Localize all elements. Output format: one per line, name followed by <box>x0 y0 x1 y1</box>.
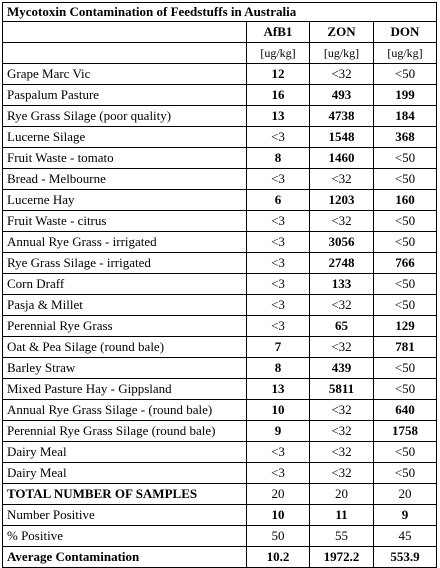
column-header-zon: ZON <box>310 22 374 43</box>
value-zon: 2748 <box>310 253 374 274</box>
table-row <box>3 64 437 85</box>
table-row <box>3 85 437 106</box>
table-row <box>3 379 437 400</box>
title-row <box>3 3 437 22</box>
value-don: <50 <box>374 169 437 190</box>
feedstuff-label: Lucerne Hay <box>3 190 247 211</box>
table-body <box>3 3 437 568</box>
value-afb1: 9 <box>247 421 310 442</box>
table-row <box>3 295 437 316</box>
column-header-don: DON <box>374 22 437 43</box>
table-row <box>3 169 437 190</box>
value-don: 781 <box>374 337 437 358</box>
value-don: <50 <box>374 379 437 400</box>
value-zon: 20 <box>310 484 374 505</box>
value-zon: 55 <box>310 526 374 547</box>
units-row <box>3 43 437 64</box>
feedstuff-label: Fruit Waste - citrus <box>3 211 247 232</box>
value-afb1: 20 <box>247 484 310 505</box>
value-don: 766 <box>374 253 437 274</box>
unit-zon: [ug/kg] <box>310 43 374 64</box>
unit-afb1: [ug/kg] <box>247 43 310 64</box>
summary-label: Average Contamination <box>3 547 247 568</box>
feedstuff-label: Fruit Waste - tomato <box>3 148 247 169</box>
value-don: <50 <box>374 148 437 169</box>
value-afb1: 13 <box>247 379 310 400</box>
value-afb1: 8 <box>247 148 310 169</box>
value-don: <50 <box>374 211 437 232</box>
value-zon: <32 <box>310 421 374 442</box>
value-don: 9 <box>374 505 437 526</box>
value-don: <50 <box>374 358 437 379</box>
table-row <box>3 442 437 463</box>
value-zon: 4738 <box>310 106 374 127</box>
value-zon: <32 <box>310 169 374 190</box>
value-zon: 11 <box>310 505 374 526</box>
value-don: <50 <box>374 463 437 484</box>
value-don: 184 <box>374 106 437 127</box>
value-zon: 1460 <box>310 148 374 169</box>
value-afb1: 6 <box>247 190 310 211</box>
value-zon: 1203 <box>310 190 374 211</box>
mycotoxin-table <box>2 2 437 568</box>
value-don: 553.9 <box>374 547 437 568</box>
feedstuff-label: Lucerne Silage <box>3 127 247 148</box>
feedstuff-label: Oat & Pea Silage (round bale) <box>3 337 247 358</box>
table-row <box>3 274 437 295</box>
summary-label: % Positive <box>3 526 247 547</box>
table-row <box>3 253 437 274</box>
feedstuff-label: Corn Draff <box>3 274 247 295</box>
feedstuff-label: Perennial Rye Grass <box>3 316 247 337</box>
feedstuff-label: Pasja & Millet <box>3 295 247 316</box>
table-row <box>3 190 437 211</box>
value-zon: 65 <box>310 316 374 337</box>
feedstuff-label: Dairy Meal <box>3 463 247 484</box>
mycotoxin-table-container <box>2 2 436 568</box>
summary-row <box>3 547 437 568</box>
feedstuff-label: Annual Rye Grass Silage - (round bale) <box>3 400 247 421</box>
table-row <box>3 127 437 148</box>
value-zon: <32 <box>310 337 374 358</box>
column-header-afb1: AfB1 <box>247 22 310 43</box>
value-don: <50 <box>374 295 437 316</box>
table-row <box>3 400 437 421</box>
value-afb1: 8 <box>247 358 310 379</box>
feedstuff-label: Paspalum Pasture <box>3 85 247 106</box>
feedstuff-label: Annual Rye Grass - irrigated <box>3 232 247 253</box>
feedstuff-label: Barley Straw <box>3 358 247 379</box>
value-afb1: 7 <box>247 337 310 358</box>
value-zon: 493 <box>310 85 374 106</box>
value-zon: 1548 <box>310 127 374 148</box>
value-afb1: 10.2 <box>247 547 310 568</box>
value-afb1: <3 <box>247 463 310 484</box>
value-afb1: <3 <box>247 211 310 232</box>
value-afb1: 16 <box>247 85 310 106</box>
summary-row <box>3 484 437 505</box>
summary-label: Number Positive <box>3 505 247 526</box>
value-afb1: <3 <box>247 253 310 274</box>
feedstuff-label: Bread - Melbourne <box>3 169 247 190</box>
feedstuff-label: Rye Grass Silage (poor quality) <box>3 106 247 127</box>
value-afb1: <3 <box>247 127 310 148</box>
header-blank-cell <box>3 22 247 43</box>
value-afb1: <3 <box>247 316 310 337</box>
value-afb1: 10 <box>247 400 310 421</box>
value-don: <50 <box>374 274 437 295</box>
value-don: <50 <box>374 442 437 463</box>
table-row <box>3 148 437 169</box>
value-don: <50 <box>374 64 437 85</box>
value-zon: 439 <box>310 358 374 379</box>
feedstuff-label: Mixed Pasture Hay - Gippsland <box>3 379 247 400</box>
table-row <box>3 316 437 337</box>
value-afb1: 50 <box>247 526 310 547</box>
value-afb1: <3 <box>247 274 310 295</box>
feedstuff-label: Perennial Rye Grass Silage (round bale) <box>3 421 247 442</box>
value-zon: <32 <box>310 211 374 232</box>
value-afb1: 12 <box>247 64 310 85</box>
value-don: <50 <box>374 232 437 253</box>
value-don: 368 <box>374 127 437 148</box>
value-zon: 3056 <box>310 232 374 253</box>
value-afb1: 10 <box>247 505 310 526</box>
table-row <box>3 211 437 232</box>
table-row <box>3 463 437 484</box>
value-afb1: <3 <box>247 232 310 253</box>
table-row <box>3 358 437 379</box>
table-title: Mycotoxin Contamination of Feedstuffs in Australia <box>3 3 437 22</box>
table-row <box>3 106 437 127</box>
value-don: 20 <box>374 484 437 505</box>
value-zon: <32 <box>310 400 374 421</box>
value-afb1: <3 <box>247 295 310 316</box>
value-don: 199 <box>374 85 437 106</box>
table-row <box>3 232 437 253</box>
table-row <box>3 421 437 442</box>
value-don: 640 <box>374 400 437 421</box>
value-don: 45 <box>374 526 437 547</box>
feedstuff-label: Dairy Meal <box>3 442 247 463</box>
value-afb1: 13 <box>247 106 310 127</box>
value-zon: 5811 <box>310 379 374 400</box>
value-don: 129 <box>374 316 437 337</box>
feedstuff-label: Grape Marc Vic <box>3 64 247 85</box>
value-afb1: <3 <box>247 442 310 463</box>
value-zon: <32 <box>310 295 374 316</box>
value-zon: <32 <box>310 442 374 463</box>
value-don: 1758 <box>374 421 437 442</box>
value-zon: <32 <box>310 463 374 484</box>
units-blank-cell <box>3 43 247 64</box>
feedstuff-label: Rye Grass Silage - irrigated <box>3 253 247 274</box>
value-zon: 1972.2 <box>310 547 374 568</box>
summary-row <box>3 505 437 526</box>
summary-row <box>3 526 437 547</box>
table-row <box>3 337 437 358</box>
unit-don: [ug/kg] <box>374 43 437 64</box>
value-don: 160 <box>374 190 437 211</box>
summary-label: TOTAL NUMBER OF SAMPLES <box>3 484 247 505</box>
value-zon: <32 <box>310 64 374 85</box>
header-row <box>3 22 437 43</box>
value-afb1: <3 <box>247 169 310 190</box>
value-zon: 133 <box>310 274 374 295</box>
